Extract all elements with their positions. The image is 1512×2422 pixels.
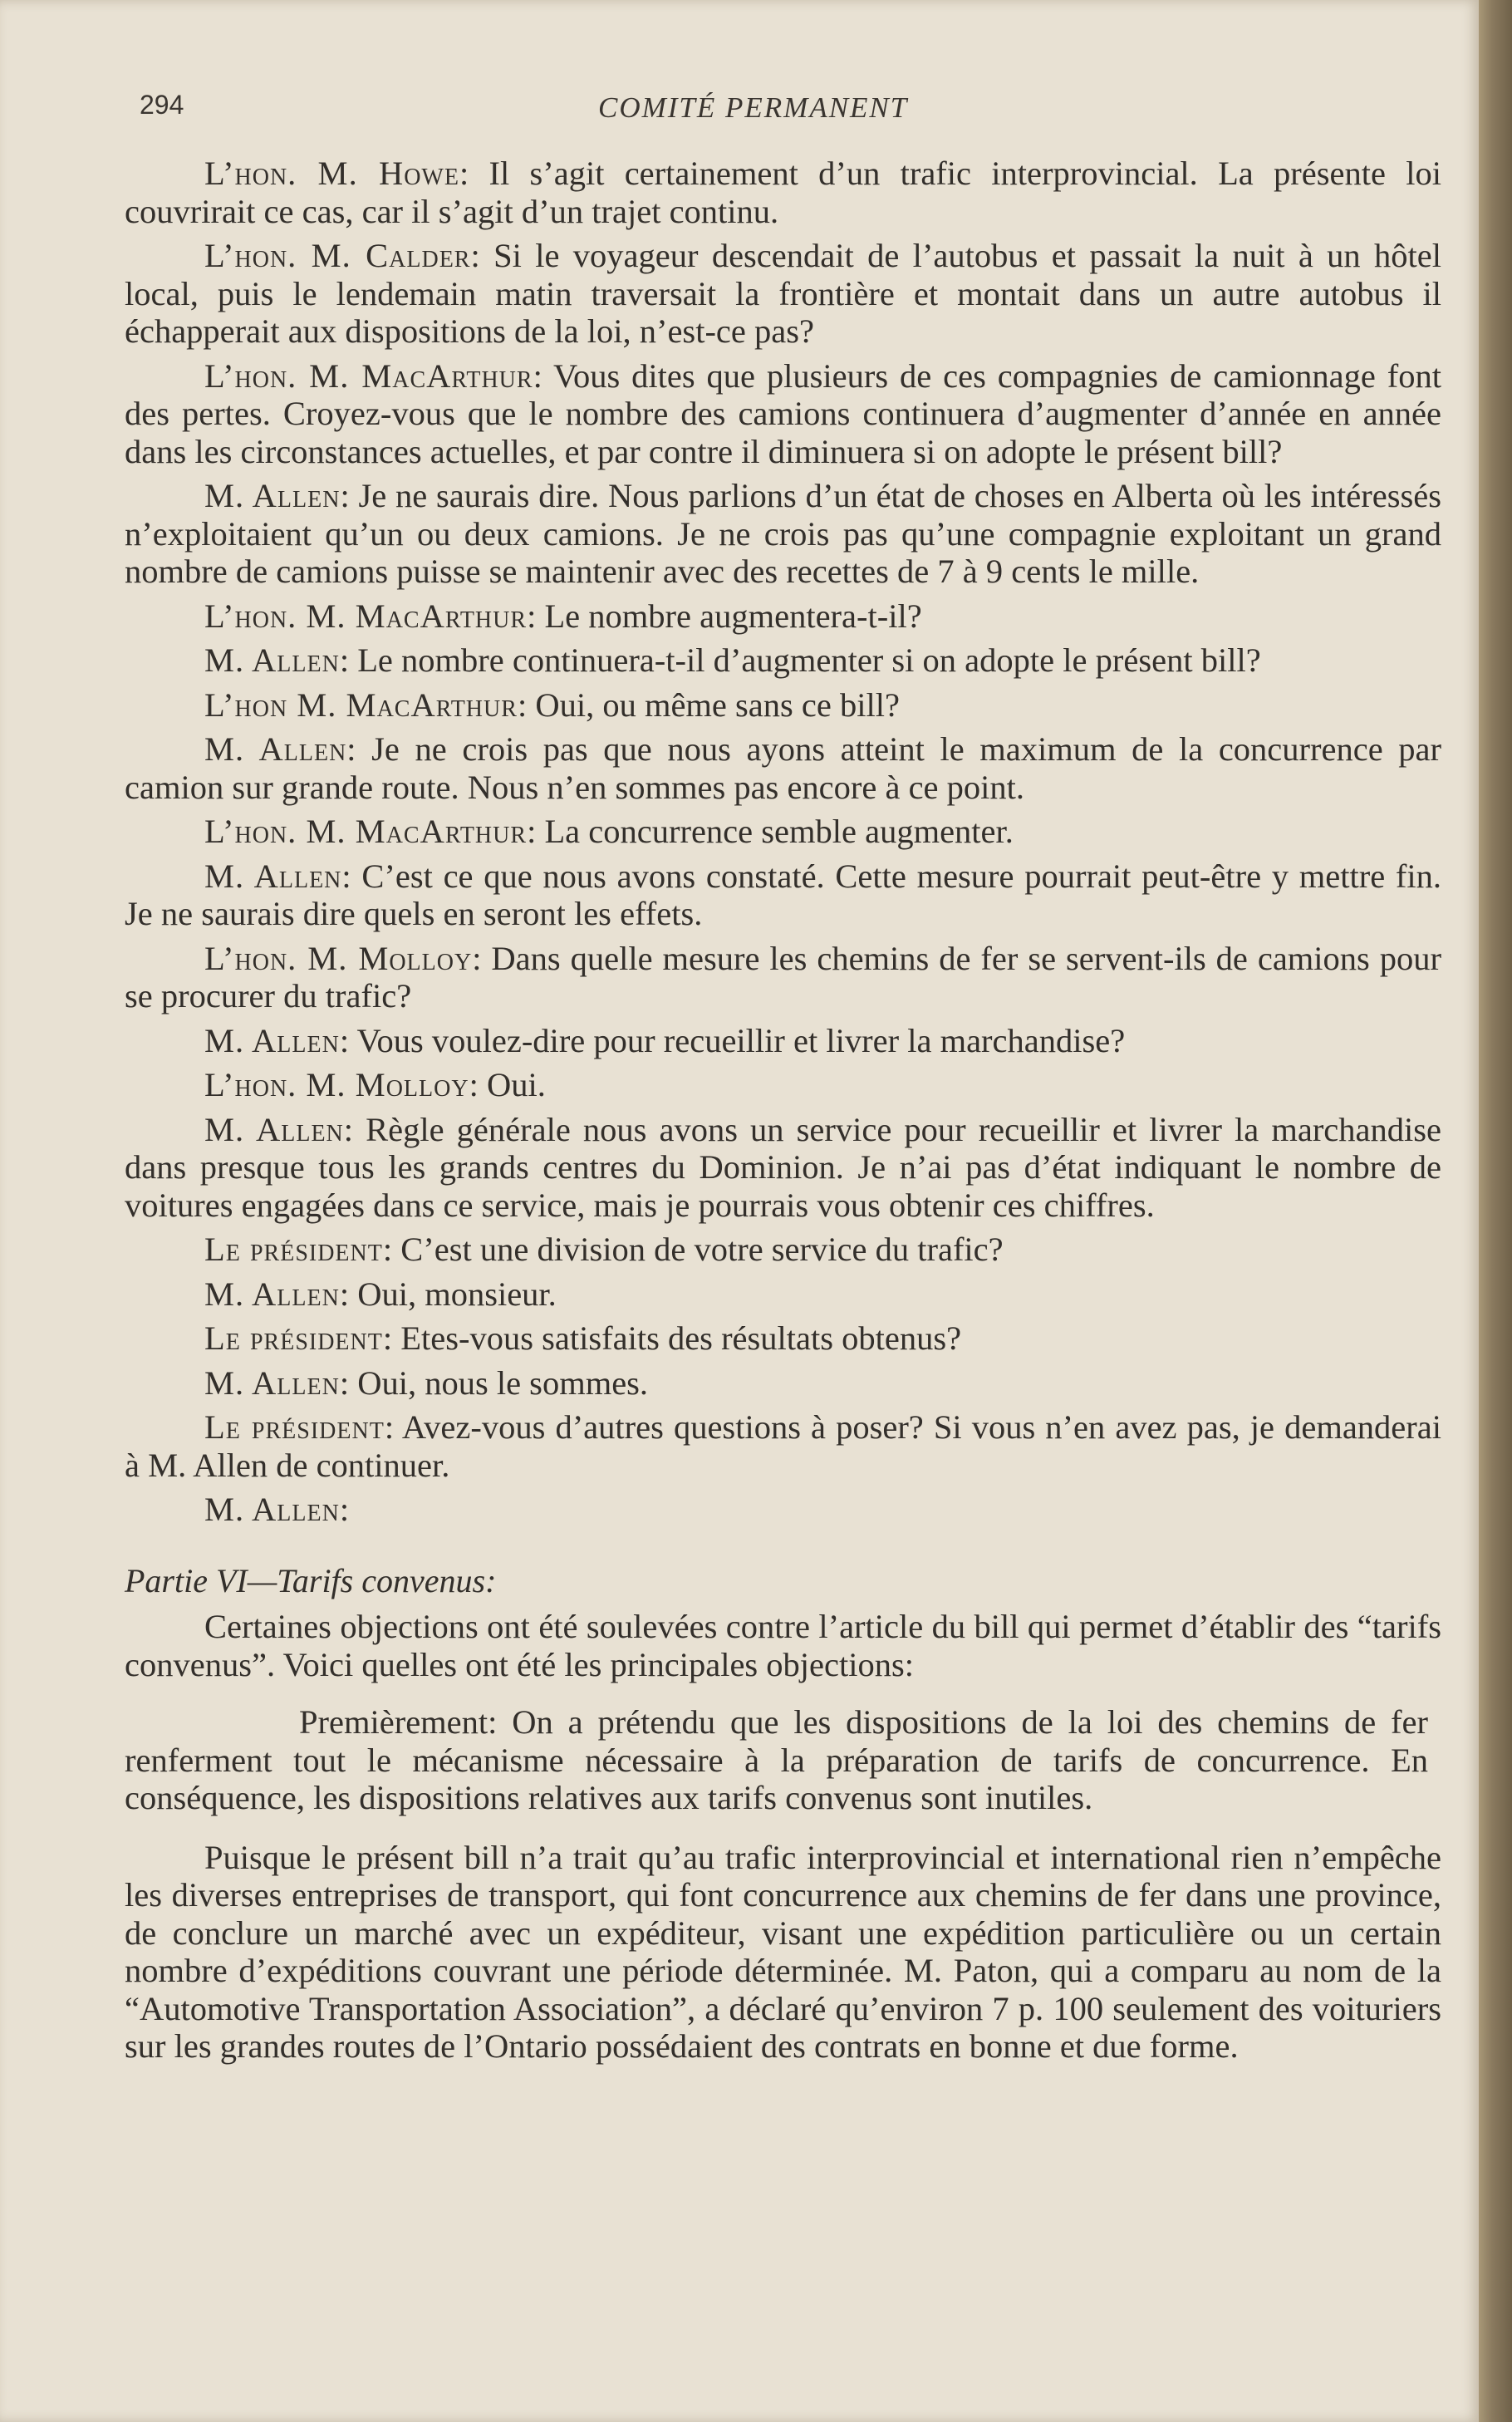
speaker-name: M. Allen bbox=[204, 1275, 340, 1313]
speaker-name: M. Allen bbox=[204, 477, 341, 514]
closing-paragraph: Puisque le présent bill n’a trait qu’au trafic interprovincial et international rien n’empêche les diverses entreprises de transport, qui font concurrence aux chemins de fer dans une province, de conclure un marché avec un expéditeur, visant une expédition particulière ou un certain nombre d’expéditions couvrant une période déterminée. M. Paton, qui a comparu au nom de la “Automotive Transportation Association”, a déclaré qu’environ 7 p. 100 seulement des voituriers sur les grandes routes de l’Ontario possédaient des contrats en bonne et due forme. bbox=[125, 1838, 1441, 2065]
speaker-name: M. Allen bbox=[204, 641, 340, 679]
dialogue-paragraph bbox=[125, 1364, 1441, 1403]
book-page-edge bbox=[1479, 0, 1512, 2422]
dialogue-paragraph bbox=[125, 1231, 1441, 1269]
section-intro: Certaines objections ont été soulevées contre l’article du bill qui permet d’établir des “tarifs convenus”. Voici quelles ont été les principales objections: bbox=[125, 1608, 1441, 1683]
dialogue-paragraph bbox=[125, 597, 1441, 636]
dialogue-paragraph bbox=[125, 1408, 1441, 1484]
speech-text: : Règle générale nous avons un service pour recueillir et livrer la marchandise dans presque tous les grands centres du Dominion. Je n’ai pas d’état indiquant le nombre de voitures engagées dans ce service, mais je pourrais vous obtenir ces chiffres. bbox=[125, 1110, 1441, 1224]
dialogue-paragraph bbox=[125, 357, 1441, 471]
speaker-name: M. Allen bbox=[204, 1363, 340, 1402]
speaker-name: Le président bbox=[204, 1319, 383, 1357]
speech-text: : Le nombre continuera-t-il d’augmenter si on adopte le présent bill? bbox=[339, 641, 1261, 679]
speaker-name: L’hon. M. Howe bbox=[204, 155, 459, 192]
section-title: Partie VI—Tarifs convenus: bbox=[125, 1561, 497, 1599]
dialogue-paragraph bbox=[125, 940, 1441, 1015]
dialogue-paragraph bbox=[125, 1491, 1441, 1529]
speaker-name: L’hon. M. MacArthur bbox=[204, 356, 533, 395]
dialogue-paragraph bbox=[125, 813, 1441, 851]
dialogue-paragraph bbox=[125, 1066, 1441, 1104]
speaker-name: M. Allen bbox=[204, 857, 342, 895]
dialogue-paragraph bbox=[125, 686, 1441, 725]
speaker-name: L’hon. M. Molloy bbox=[204, 939, 473, 977]
speaker-name: Le président bbox=[204, 1231, 383, 1268]
speech-text: : Oui. bbox=[469, 1066, 546, 1103]
speaker-name: M. Allen bbox=[204, 730, 347, 768]
speaker-name: Le président bbox=[204, 1408, 385, 1446]
speech-text: : Il s’agit certainement d’un trafic interprovincial. La présente loi couvrirait ce cas, car il s’agit d’un trajet continu. bbox=[125, 155, 1441, 230]
speech-text: : Avez-vous d’autres questions à poser? Si vous n’en avez pas, je demanderai à M. Allen de continuer. bbox=[125, 1408, 1441, 1484]
dialogue-paragraph bbox=[125, 641, 1441, 680]
dialogue-paragraph bbox=[125, 730, 1441, 806]
speech-text: : Oui, monsieur. bbox=[339, 1275, 557, 1313]
block-quote: Premièrement: On a prétendu que les dispositions de la loi des chemins de fer renferment tout le mécanisme nécessaire à la préparation de tarifs de concurrence. En conséquence, les dispositions relatives aux tarifs convenus sont inutiles. bbox=[125, 1703, 1428, 1816]
speaker-name: L’hon. M. Calder bbox=[204, 237, 471, 274]
speech-text: : Je ne crois pas que nous ayons atteint le maximum de la concurrence par camion sur grande route. Nous n’en sommes pas encore à ce point. bbox=[125, 730, 1441, 806]
dialogue-paragraph bbox=[125, 1275, 1441, 1314]
speaker-name: L’hon. M. Molloy bbox=[204, 1066, 469, 1103]
dialogue-paragraph bbox=[125, 1319, 1441, 1358]
speech-text: : Dans quelle mesure les chemins de fer se servent-ils de camions pour se procurer du trafic? bbox=[125, 939, 1441, 1014]
speech-text: : Etes-vous satisfaits des résultats obtenus? bbox=[382, 1319, 962, 1357]
dialogue-paragraph bbox=[125, 155, 1441, 230]
page-body bbox=[125, 155, 1441, 2072]
speech-text: : bbox=[339, 1491, 350, 1528]
speaker-name: L’hon. M. MacArthur bbox=[204, 597, 528, 635]
speaker-name: L’hon M. MacArthur bbox=[204, 685, 518, 724]
speech-text: : Je ne saurais dire. Nous parlions d’un état de choses en Alberta où les intéressés n’exploitaient qu’un ou deux camions. Je ne crois pas qu’une compagnie exploitant un grand nombre de camions puisse se maintenir avec des recettes de 7 à 9 cents le mille. bbox=[125, 477, 1441, 590]
page-number: 294 bbox=[140, 90, 184, 120]
running-head: COMITÉ PERMANENT bbox=[598, 91, 909, 124]
speech-text: : Oui, ou même sans ce bill? bbox=[517, 685, 900, 724]
speech-text: : Le nombre augmentera-t-il? bbox=[527, 597, 922, 635]
speech-text: : C’est ce que nous avons constaté. Cette mesure pourrait peut-être y mettre fin. Je ne saurais dire quels en seront les effets. bbox=[125, 857, 1442, 932]
speaker-name: M. Allen bbox=[204, 1491, 340, 1528]
speaker-name: M. Allen bbox=[204, 1021, 340, 1059]
speech-text: : Si le voyageur descendait de l’autobus et passait la nuit à un hôtel local, puis le lendemain matin traversait la frontière et montait dans un autre autobus il échapperait aux dispositions de la loi, n’est-ce pas? bbox=[125, 237, 1441, 350]
dialogue-paragraph bbox=[125, 477, 1441, 591]
speech-text: : Oui, nous le sommes. bbox=[339, 1363, 649, 1402]
speaker-name: M. Allen bbox=[204, 1110, 344, 1148]
page-header bbox=[0, 90, 1479, 131]
dialogue-paragraph bbox=[125, 857, 1441, 933]
speaker-name: L’hon. M. MacArthur bbox=[204, 813, 528, 850]
speech-text: : Vous dites que plusieurs de ces compagnies de camionnage font des pertes. Croyez-vous que le nombre des camions continuera d’augmenter d’année en année dans les circonstances actuelles, et par contre il diminuera si on adopte le présent bill? bbox=[125, 356, 1441, 470]
speech-text: : La concurrence semble augmenter. bbox=[527, 813, 1014, 850]
speech-text: : Vous voulez-dire pour recueillir et livrer la marchandise? bbox=[339, 1021, 1126, 1059]
speech-text: : C’est une division de votre service du trafic? bbox=[382, 1231, 1004, 1268]
dialogue-paragraph bbox=[125, 1111, 1441, 1225]
dialogue-paragraph bbox=[125, 237, 1441, 351]
dialogue-paragraph bbox=[125, 1022, 1441, 1060]
